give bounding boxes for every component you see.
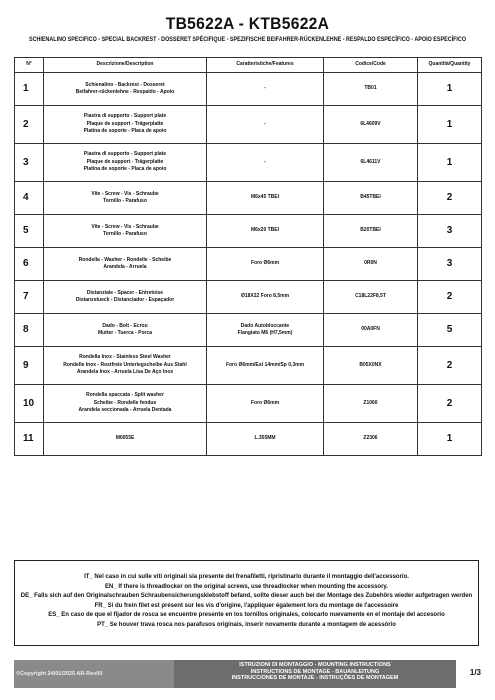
row-features: - (207, 73, 324, 106)
note-de: DE_ Falls sich auf den Originalschrauben Schraubensicherungsklebstoff befand, sollte dieser auch bei der Montage des Zubehörs wieder aufgetragen werden (20, 593, 473, 600)
note-it: IT_ Nel caso in cui sulle viti originali sia presente del frenafiletti, ripristinarlo durante il montaggio dell'accessorio. (84, 574, 409, 580)
page-footer (14, 660, 481, 688)
row-code: B05X0NX (324, 347, 418, 385)
table-row (15, 314, 482, 347)
description-line: Arandela seccionada - Arruela Dentada (78, 407, 172, 414)
row-quantity: 3 (418, 215, 482, 248)
description-line: M0055E (115, 435, 135, 442)
row-number: 9 (15, 347, 44, 385)
description-line: Rondella Inox - Stainless Steel Washer (79, 354, 171, 361)
description-line: Rondella - Washer - Rondelle - Scheibe (78, 256, 172, 263)
header-number: N° (15, 58, 44, 73)
description-line: Vite - Screw - Vis - Schraube (91, 190, 159, 197)
row-quantity: 2 (418, 182, 482, 215)
description-line: Platina de soporte - Placa de apoio (83, 128, 167, 135)
page-number: 1/3 (469, 668, 481, 677)
note-pt: PT_ Se houver trava rosca nos parafusos originais, inserir novamente durante a montagem de acessório (97, 621, 396, 628)
description-line: Distanzstueck - Distanciador - Espaçador (75, 297, 175, 303)
row-number: 8 (15, 314, 44, 347)
table-row (15, 423, 482, 456)
description-line: Schienalino - Backrest - Dosseret (85, 81, 165, 88)
row-code: 6L4609V (324, 106, 418, 144)
instructions-line: INSTRUCCIONES DE MONTAJE - INSTRUÇÕES DE MONTAGEM (231, 675, 399, 681)
row-features: M6x20 TBEI (207, 215, 324, 248)
copyright-text: ©Copyright 24/01/2025 AR-Rev00 (14, 660, 176, 688)
description-line: Tornillo - Parafuso (103, 198, 147, 204)
header-description: Descrizione/Description (44, 58, 207, 73)
features-line: Flangiato M6 (H7,5mm) (237, 330, 293, 336)
row-number: 5 (15, 215, 44, 248)
features-line: Dado Autobloccante (240, 322, 290, 329)
row-description (44, 314, 207, 347)
row-quantity: 1 (418, 144, 482, 182)
threadlocker-notes-box (14, 560, 479, 646)
row-description (44, 423, 207, 456)
row-description (44, 182, 207, 215)
row-quantity: 1 (418, 106, 482, 144)
table-row (15, 248, 482, 281)
table-row (15, 73, 482, 106)
row-number: 4 (15, 182, 44, 215)
row-number: 11 (15, 423, 44, 456)
row-features: Ø18X22 Foro 8,5mm (207, 281, 324, 314)
row-description (44, 248, 207, 281)
description-line: Distanziale - Spacer - Entretoise (86, 289, 164, 296)
instructions-line: ISTRUZIONI DI MONTAGGIO - MOUNTING INSTRUCTIONS (239, 662, 391, 668)
row-number: 6 (15, 248, 44, 281)
description-line: Piastra di supporto - Support plate (83, 151, 167, 158)
row-features: - (207, 144, 324, 182)
row-quantity: 5 (418, 314, 482, 347)
table-row (15, 182, 482, 215)
row-description (44, 106, 207, 144)
row-features (207, 314, 324, 347)
row-number: 7 (15, 281, 44, 314)
row-description (44, 144, 207, 182)
table-row (15, 215, 482, 248)
row-description (44, 385, 207, 423)
row-features: Foro Ø6mm (207, 248, 324, 281)
row-code: C18L22F8,5T (324, 281, 418, 314)
row-description (44, 347, 207, 385)
row-description (44, 281, 207, 314)
description-line: Tornillo - Parafuso (103, 231, 147, 237)
note-es: ES_ En caso de que el fijador de rosca se encuentre presente en los tornillos originales, colocarlo nuevamente en el montaje del accesorio (48, 612, 445, 619)
row-quantity: 3 (418, 248, 482, 281)
row-features: L.355MM (207, 423, 324, 456)
table-row (15, 385, 482, 423)
row-description (44, 215, 207, 248)
table-row (15, 106, 482, 144)
row-number: 1 (15, 73, 44, 106)
note-fr: FR_ Si du frein filet est présent sur les vis d'origine, l'appliquer également lors du montage de l'accessoire (94, 602, 399, 609)
description-line: Arandela - Arruela (103, 264, 147, 270)
description-line: Arandela Inox - Arruela Lisa De Aço Inox (76, 369, 174, 376)
row-number: 2 (15, 106, 44, 144)
description-line: Scheibe - Rondelle fendue (93, 399, 157, 406)
table-row (15, 281, 482, 314)
note-en: EN_ If there is threadlocker on the original screws, use threadlocker when mounting the accessory. (105, 583, 388, 590)
description-line: Piastra di supporto - Support plate (83, 113, 167, 120)
header-quantity: Quantità/Quantity (418, 58, 482, 73)
description-line: Mutter - Tuerca - Porca (97, 330, 153, 336)
instructions-band (174, 660, 456, 688)
document-subtitle: SCHIENALINO SPECIFICO - SPECIAL BACKREST - DOSSERET SPÉCIFIQUE - SPEZIFISCHE BEIFAHRER-RÜCKENLEHNE - RESPALDO ESPECÍFICO - APOIO ESPECÍFICO (28, 37, 467, 43)
row-code: 0R0N (324, 248, 418, 281)
row-code: TB01 (324, 73, 418, 106)
document-title: TB5622A - KTB5622A (165, 14, 330, 33)
description-line: Rondelle Inox - Rostfreie Unterlegscheibe Aus Stahl (63, 361, 187, 368)
instructions-line: INSTRUCTIONS DE MONTAGE - BAUANLEITUNG (250, 668, 380, 675)
parts-table (14, 57, 482, 456)
row-description (44, 73, 207, 106)
description-line: Plaque de support - Trägerplatte (86, 120, 164, 127)
row-features: Foro Ø6mm/Est 14mm/Sp 0,3mm (207, 347, 324, 385)
row-features: Foro Ø6mm (207, 385, 324, 423)
table-row (15, 144, 482, 182)
row-code: Z2306 (324, 423, 418, 456)
row-quantity: 2 (418, 385, 482, 423)
description-line: Vite - Screw - Vis - Schraube (91, 223, 159, 230)
description-line: Dado - Bolt - Ecrou (102, 322, 148, 329)
table-row (15, 347, 482, 385)
row-number: 10 (15, 385, 44, 423)
description-line: Beifahrer-rückenlehne - Respaldo - Apoio (75, 89, 175, 95)
row-code: B20TBEI (324, 215, 418, 248)
description-line: Platina de soporte - Placa de apoio (83, 166, 167, 173)
row-quantity: 2 (418, 281, 482, 314)
row-quantity: 2 (418, 347, 482, 385)
row-number: 3 (15, 144, 44, 182)
header-code: Codice/Code (324, 58, 418, 73)
row-quantity: 1 (418, 423, 482, 456)
row-features: - (207, 106, 324, 144)
row-features: M6x45 TBEI (207, 182, 324, 215)
row-code: 6L4611V (324, 144, 418, 182)
description-line: Rondella spaccata - Split washer (86, 392, 164, 399)
description-line: Plaque de support - Trägerplatte (86, 158, 164, 165)
row-code: 00A0FN (324, 314, 418, 347)
header-features: Caratteristiche/Features (207, 58, 324, 73)
row-code: Z1060 (324, 385, 418, 423)
row-code: B45TBEI (324, 182, 418, 215)
row-quantity: 1 (418, 73, 482, 106)
table-header-row (15, 58, 482, 73)
